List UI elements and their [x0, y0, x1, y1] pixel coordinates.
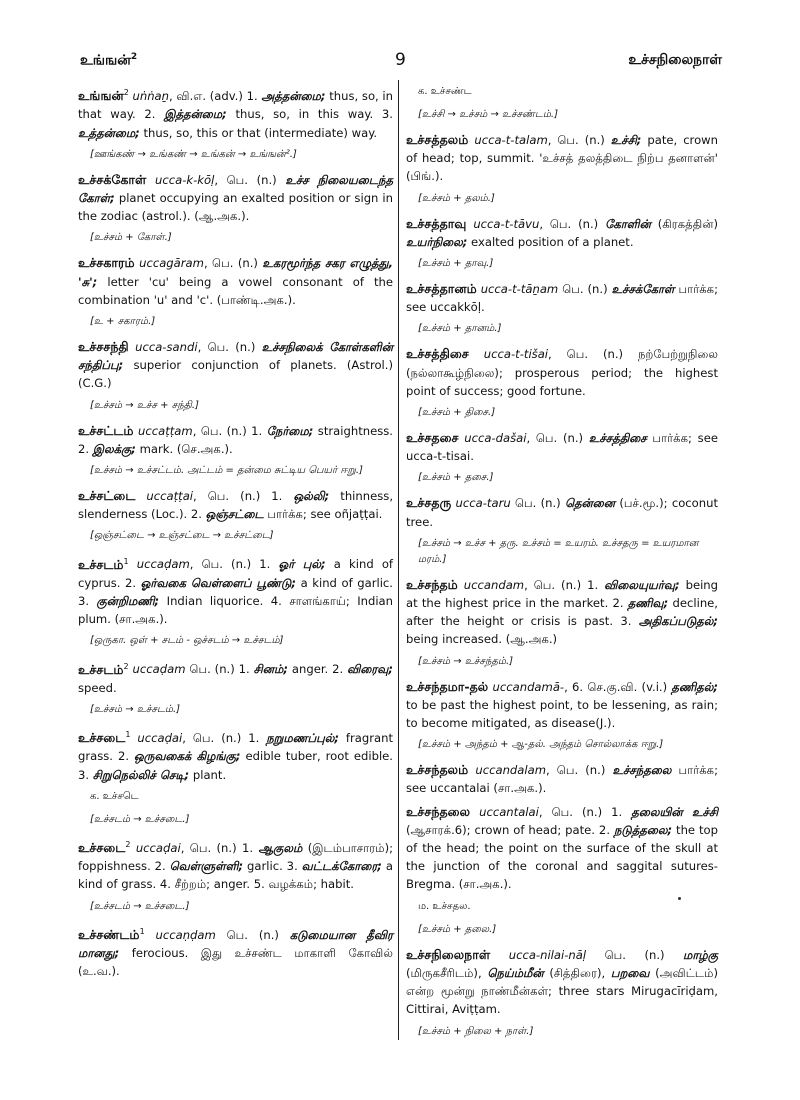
transliteration: ucca-k-kōḷ: [155, 172, 215, 187]
transliteration: ucca-taru: [455, 496, 511, 511]
headword: உங்ஙன்$^2$: [78, 88, 129, 104]
cognate-note: க. உச்சடெ: [90, 790, 139, 802]
gloss-text: பார்க்க; see: [406, 763, 718, 796]
headword: உச்சடம்$^1$: [78, 556, 129, 572]
tamil-meaning: உத்தன்மை;: [78, 125, 140, 140]
gloss-text: , பெ. (n.) 1.: [180, 841, 259, 856]
etymology: [உச்சம் → உச்சந்தம்.]: [418, 655, 514, 667]
etymology: [உச்சி → உச்சம் → உச்சண்டம்.]: [418, 109, 558, 120]
dictionary-entry: [78, 254, 393, 309]
gloss-text: (மிருகசீரிடம்),: [406, 965, 488, 980]
tamil-meaning: ஓர் புல்;: [278, 557, 326, 572]
gloss-text: பெ. (n.): [558, 282, 612, 297]
tamil-meaning: நெய்ம்மீன்: [487, 965, 544, 980]
headword: உச்சத்தாவு: [406, 215, 467, 231]
etymology: [ஒஞ்சட்டை → உஞ்சட்டை → உச்சட்டை]: [90, 530, 274, 542]
headword-superscript: 2: [123, 88, 129, 97]
transliteration: uccaḍai: [135, 841, 181, 856]
gloss-text: (சித்திரை),: [543, 965, 611, 980]
gloss-text: , பெ. (n.): [547, 133, 611, 147]
gloss-text: (ஆசாரக்.6); crown of head; pate. 2.: [406, 822, 614, 837]
dictionary-entry: [78, 84, 393, 142]
ink-dot: [678, 897, 681, 900]
gloss-text: , பெ. (n.) 1.: [189, 557, 279, 572]
headword: உச்சநிலைநாள்: [406, 946, 491, 962]
gloss-text: speed.: [78, 680, 117, 695]
gloss-text: (கிரகத்தின்): [650, 216, 718, 231]
gloss-text: thus, so, this or that (intermediate) way.: [139, 125, 378, 140]
headword: உச்சடை$^2$: [78, 839, 131, 856]
tamil-meaning: ஒல்லி;: [293, 489, 330, 504]
dictionary-entry: [78, 552, 393, 628]
transliteration: uccandalam: [475, 763, 547, 778]
etymology: [உச்சம் + தசை.]: [418, 472, 494, 484]
header-right-word: உச்சநிலைநாள்: [628, 52, 722, 68]
etymology: [ஒருகா. ஒள் + சடம் - ஒச்சடம் → உச்சடம்]: [90, 635, 284, 647]
headword-superscript: 2: [125, 839, 131, 849]
tamil-meaning: தணிவு;: [627, 596, 669, 611]
right-column: [406, 84, 718, 1048]
headword: உச்சடை$^1$: [78, 730, 131, 746]
gloss-text: pate, crown of head; top, summit. 'உச்சத் தலத்திடை நிற்ப தனாளன்' (பிங்.).: [406, 133, 718, 184]
tamil-meaning: நேர்மை;: [266, 423, 314, 438]
etymology: [உச்சம் + நிலை + நாள்.]: [418, 1025, 534, 1037]
tamil-meaning: வெள்ளுள்ளி;: [169, 859, 244, 874]
gloss-text: , பெ. (n.) 1.: [538, 804, 632, 819]
gloss-text: the top of the head; the point on the surface of the skull at the junction of the coronal and saggital sutures-Bregma. (சா.அக.).: [406, 822, 718, 892]
etymology: [உச்சடம் → உச்சடை.]: [90, 813, 190, 825]
gloss-text: , பெ. (n.): [214, 172, 286, 187]
tamil-meaning: நடுத்தலை;: [613, 822, 673, 837]
gloss-text: uccantalai (சா.அக.).: [430, 781, 547, 796]
etymology: [உச்சம் + திசை.]: [418, 407, 496, 419]
transliteration: uccandamā-: [492, 679, 565, 694]
dictionary-entry: [78, 657, 393, 697]
headword: உச்சந்தம்: [406, 576, 458, 592]
gloss-text: பெ. (n.) 1.: [185, 662, 254, 677]
tamil-meaning: தலையின் உச்சி: [631, 804, 719, 819]
etymology: [உச்சடம் → உச்சடை.]: [90, 900, 190, 912]
transliteration: ucca-t-tāvu: [473, 216, 540, 231]
tamil-meaning: உச்சக்கோள்: [611, 282, 675, 297]
etymology: [உச்சம் + தலம்.]: [418, 192, 495, 204]
headword: உச்சந்தலம்: [406, 762, 469, 778]
gloss-text: letter 'cu' being a vowel consonant of the combination 'u' and 'c'. (பாண்டி.அக.).: [78, 274, 393, 307]
gloss-text: Indian liquorice. 4. சாளங்காய்; Indian plum. (சா.அக.).: [78, 594, 393, 627]
tamil-meaning: அதிகப்படுதல்;: [638, 614, 718, 629]
transliteration: uṅṅaṉ: [132, 89, 170, 104]
gloss-text: straightness. 2.: [78, 423, 393, 456]
tamil-meaning: தென்னை: [564, 496, 616, 511]
cognate-note: க. உச்சண்ட: [418, 86, 472, 97]
transliteration: uccantalai: [479, 804, 539, 819]
headword: உச்சக்கோள்: [78, 171, 147, 187]
transliteration: uccandam: [463, 577, 525, 592]
dictionary-entry: [78, 726, 393, 784]
tamil-meaning: விலையுயர்வு;: [604, 577, 680, 592]
dictionary-entry: [406, 280, 718, 316]
headword: உச்சடம்$^2$: [78, 661, 129, 677]
transliteration: ucca-t-tāṉam: [480, 282, 559, 297]
tamil-meaning: பறவை: [610, 965, 650, 980]
tamil-meaning: சிறுநெல்லிச் செடி;: [92, 767, 190, 782]
tamil-meaning: அத்தன்மை;: [261, 89, 326, 104]
etymology: [உச்சம் → உச்சடம்.]: [90, 704, 181, 716]
gloss-text: exalted position of a planet.: [467, 234, 634, 249]
gloss-text: பெ. (n.): [510, 496, 565, 511]
gloss-text: , வி.எ. (adv.) 1.: [169, 89, 262, 104]
transliteration: uccaḍam: [136, 557, 190, 572]
headword: உச்சந்தலை: [406, 803, 471, 819]
tamil-meaning: ஒருவகைக் கிழங்கு;: [133, 749, 241, 764]
transliteration: uccagāram: [139, 256, 204, 271]
gloss-text: uccakkōḷ.: [430, 300, 485, 315]
etymology: [உச்சம் → உச்சட்டம். அட்டம் = தன்மை சுட்டிய பெயர் ஈறு.]: [90, 465, 363, 477]
gloss-text: to be past the highest point, to be lessening, as rain; to become mitigated, as disease(J.).: [406, 697, 718, 731]
gloss-text: , பெ. (n.): [197, 340, 262, 355]
transliteration: uccaṇḍam: [155, 927, 216, 942]
etymology: [ஊங்கண் → உங்கண் → உங்கன் → உங்ஙன்².]: [90, 148, 297, 160]
dictionary-entry: [406, 946, 718, 1019]
headword-superscript: 1: [139, 926, 145, 936]
gloss-text: thinness, slenderness (Loc.). 2.: [78, 489, 394, 522]
tamil-meaning: இத்தன்மை;: [164, 107, 227, 122]
dictionary-entry: [78, 422, 393, 458]
tamil-meaning: குன்றிமணி;: [96, 594, 160, 609]
tamil-meaning: இலக்கு;: [92, 441, 136, 456]
dictionary-entry: [406, 215, 718, 251]
transliteration: ucca-t-talam: [474, 133, 548, 147]
tamil-meaning: உகரமூர்ந்த சகர எழுத்து, 'சு';: [78, 256, 393, 289]
transliteration: uccaḍam: [132, 662, 186, 677]
tamil-meaning: உயர்நிலை;: [406, 234, 468, 249]
gloss-text: superior conjunction of planets. (Astrol.) (C.G.): [78, 358, 393, 391]
transliteration: ucca-t-tišai: [483, 347, 549, 362]
headword-superscript: 1: [125, 730, 131, 740]
left-column: [78, 84, 393, 985]
gloss-text: , பெ. (n.): [203, 256, 263, 271]
gloss-text: பெ. (n.): [586, 947, 684, 962]
tamil-meaning: மாழ்கு: [683, 947, 718, 962]
headword: உச்சந்தமா-தல்: [406, 678, 489, 694]
dictionary-entry: [406, 576, 718, 649]
transliteration: ucca-nilai-nāḷ: [508, 947, 587, 962]
tamil-meaning: கடுமையான தீவிர மானது;: [78, 927, 393, 961]
gloss-text: , பெ. (n.): [539, 216, 606, 231]
cognate-note: ம. உச்சதல.: [418, 900, 471, 912]
page-number: 9: [395, 50, 406, 70]
tamil-meaning: உச்சி;: [610, 133, 642, 147]
tamil-meaning: நறுமணப்புல்;: [266, 731, 339, 746]
gloss-text: , பெ. (n.): [546, 763, 613, 778]
tamil-meaning: தணிதல்;: [671, 679, 718, 694]
dictionary-entry: [406, 345, 718, 400]
dictionary-entry: [406, 803, 718, 894]
gloss-text: பார்க்க; see: [646, 431, 718, 446]
tamil-meaning: உச்சநிலைக் கோள்களின் சந்திப்பு;: [78, 340, 393, 373]
transliteration: uccaḍai: [137, 731, 183, 746]
gloss-text: thus, so, in this way. 3.: [226, 107, 393, 122]
headword: உச்சட்டை: [78, 488, 136, 504]
etymology: [உச்சம் → உச்ச + சந்தி.]: [90, 399, 199, 411]
etymology: [உச்சம் + அந்தம் + ஆ-தல். அந்தம் சொல்லாக்க ஈறு.]: [418, 739, 664, 751]
gloss-text: oñjaṭṭai.: [334, 507, 383, 522]
gloss-text: , பெ. (n.) 1.: [192, 423, 267, 438]
dictionary-entry: [406, 429, 718, 465]
headword: உச்சதசை: [406, 430, 459, 446]
dictionary-entry: [78, 171, 393, 226]
tamil-meaning: கோளின்: [605, 216, 651, 231]
gloss-text: being increased. (ஆ.அக.): [406, 632, 558, 647]
headword-superscript: 1: [123, 556, 129, 566]
gloss-text: பெ. (n.): [215, 927, 290, 942]
dictionary-entry: [78, 487, 393, 523]
dictionary-entry: [406, 678, 718, 733]
gloss-text: planet occupying an exalted position or sign in the zodiac (astrol.). (ஆ.அக.).: [78, 191, 393, 224]
etymology: [உச்சம் + தலை.]: [418, 923, 497, 935]
dictionary-entry: [406, 494, 718, 530]
headword: உச்சத்தானம்: [406, 281, 477, 297]
tamil-meaning: உச்ச நிலையடைந்த கோள்;: [78, 172, 393, 205]
dictionary-entry: [78, 338, 393, 393]
gloss-text: a kind of cyprus. 2.: [78, 557, 394, 590]
gloss-text: being at the highest price in the market. 2.: [406, 577, 719, 611]
etymology: [உச்சம் + தானம்.]: [418, 323, 502, 335]
gloss-text: fragrant grass. 2.: [78, 731, 393, 764]
transliteration: uccaṭṭai: [146, 489, 194, 504]
header-left-word: உங்ஙன்$^2$: [80, 52, 138, 69]
column-divider: [398, 80, 399, 1040]
tamil-meaning: வட்டக்கோரை;: [301, 859, 382, 874]
gloss-text: a kind of garlic. 3.: [78, 575, 393, 609]
tamil-meaning: ஆகுலம்: [258, 841, 303, 856]
gloss-text: (இடம்பாசாரம்); foppishness. 2.: [78, 841, 394, 874]
headword: உச்சத்திசை: [406, 346, 469, 362]
gloss-text: பார்க்க; see: [263, 507, 335, 522]
gloss-text: ferocious. இது உச்சண்ட மாகாளி கோவில் (உ.வ.).: [78, 946, 393, 979]
gloss-text: mark. (செ.அக.).: [135, 441, 233, 456]
gloss-text: , 6. செ.கு.வி. (v.i.): [564, 679, 672, 694]
gloss-text: , பெ. (n.) நற்பேற்றுநிலை (நல்லாகூழ்நிலை); prosperous period; the highest point of success; good fortune.: [406, 347, 719, 398]
gloss-text: a kind of grass. 4. சீற்றம்; anger. 5. வழக்கம்; habit.: [78, 859, 393, 892]
gloss-text: anger. 2.: [287, 662, 348, 677]
headword: உச்சகாரம்: [78, 255, 135, 271]
headword: உச்சசந்தி: [78, 339, 129, 355]
headword: உச்சதரு: [406, 495, 452, 511]
headword: உச்சத்தலம்: [406, 132, 469, 147]
transliteration: uccaṭṭam: [138, 423, 193, 438]
gloss-text: thus, so, in that way. 2.: [78, 89, 394, 122]
etymology: [உச்சம் + கோள்.]: [90, 232, 172, 244]
tamil-meaning: விரைவு;: [347, 662, 394, 677]
gloss-text: plant.: [189, 767, 227, 782]
dictionary-entry: [406, 761, 718, 797]
headword-superscript: 2: [123, 661, 129, 671]
tamil-meaning: உச்சத்திசை: [588, 431, 647, 446]
tamil-meaning: ஒஞ்சட்டை: [205, 507, 264, 522]
gloss-text: garlic. 3.: [243, 859, 302, 874]
gloss-text: decline, after the height or crisis is past. 3.: [406, 596, 718, 629]
tamil-meaning: உச்சந்தலை: [612, 763, 672, 778]
gloss-text: ucca-t-tisai.: [406, 449, 474, 464]
gloss-text: (அவிட்டம்) என்ற மூன்று நாண்மீன்கள்; three stars Mirugacīriḍam, Cittirai, Aviṭṭam.: [406, 965, 719, 1017]
gloss-text: பார்க்க; see: [406, 282, 718, 315]
gloss-text: , பெ. (n.) 1.: [182, 731, 267, 746]
gloss-text: , பெ. (n.) 1.: [193, 489, 294, 504]
dictionary-entry: [406, 131, 718, 186]
tamil-meaning: ஓர்வகை வெள்ளைப் பூண்டு;: [140, 575, 296, 590]
dictionary-entry: [78, 923, 393, 981]
tamil-meaning: சினம்;: [253, 662, 288, 677]
dictionary-entry: [78, 836, 393, 894]
transliteration: ucca-dašai: [464, 431, 527, 446]
etymology: [உச்சம் + தாவு.]: [418, 258, 494, 270]
etymology: [உச்சம் → உச்ச + தரு. உச்சம் = உயரம். உச்சதரு = உயரமான மரம்.]: [418, 537, 699, 565]
headword: உச்சண்டம்$^1$: [78, 926, 145, 942]
headword: உச்சட்டம்: [78, 422, 134, 438]
transliteration: ucca-sandi: [135, 340, 198, 355]
etymology: [உ + சகாரம்.]: [90, 316, 156, 328]
gloss-text: , பெ. (n.): [526, 431, 589, 446]
gloss-text: , பெ. (n.) 1.: [524, 577, 605, 592]
gloss-text: edible tuber, root edible. 3.: [78, 749, 393, 782]
gloss-text: (பச்.மூ.); coconut tree.: [406, 496, 718, 529]
